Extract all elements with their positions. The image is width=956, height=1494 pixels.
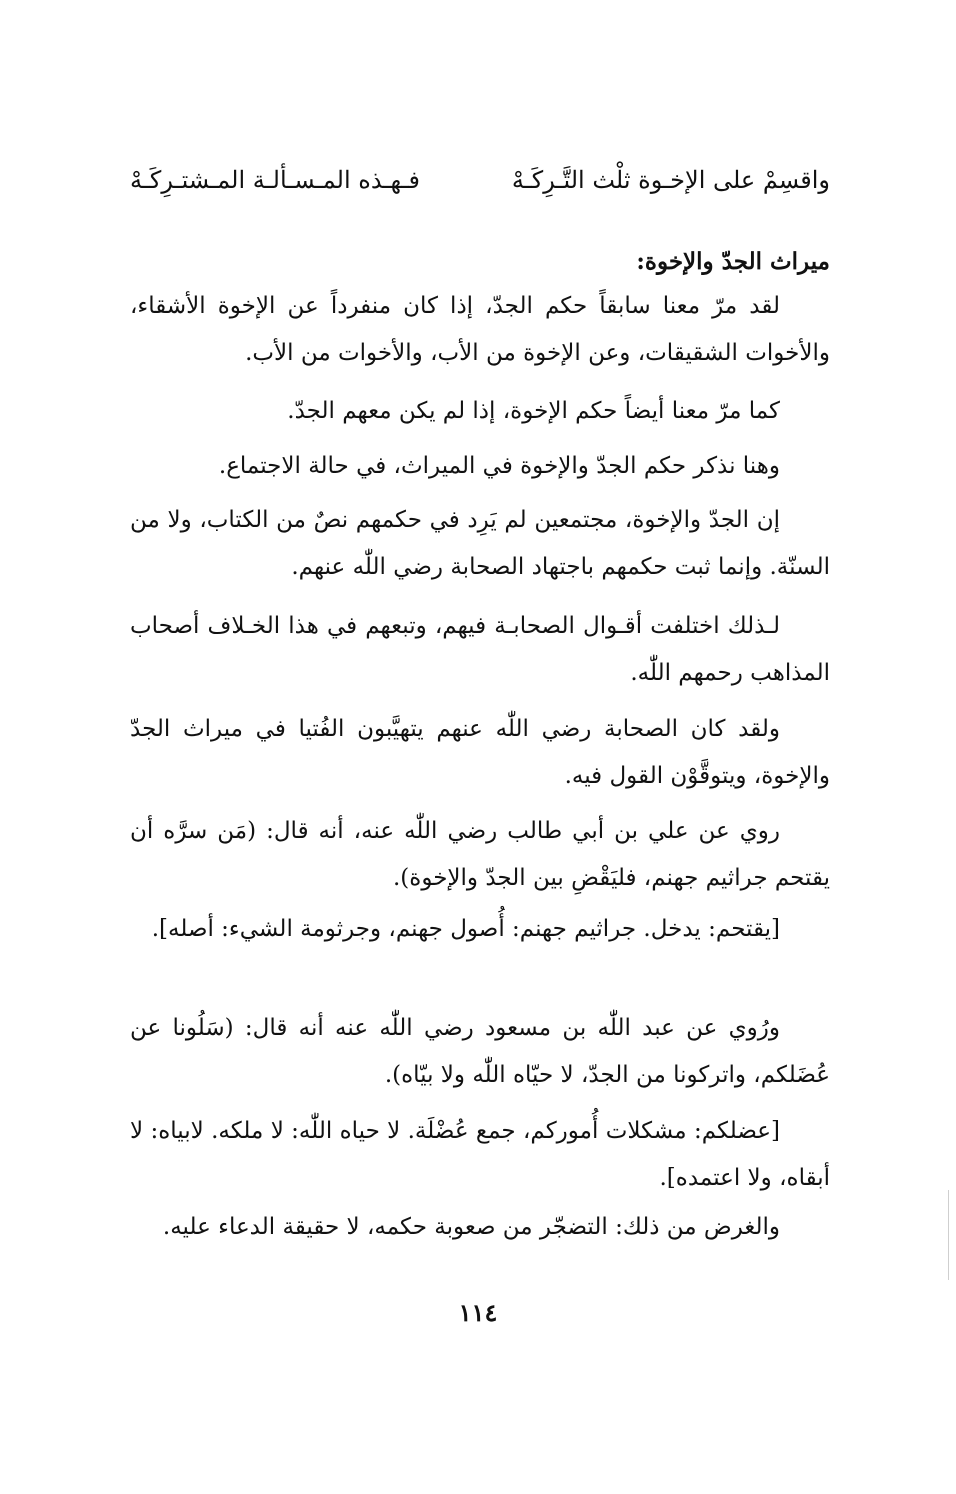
paragraph-7 — [130, 808, 830, 902]
paragraph-11 — [130, 1204, 830, 1251]
paragraph-text: لقد مرّ معنا سابقاً حكم الجدّ، إذا كان منفرداً عن الإخوة الأشقاء، والأخوات الشقيقات، وعن الإخوة من الأب، والأخوات من الأب. — [130, 293, 830, 366]
paragraph-6 — [130, 706, 830, 800]
paragraph-text: ولقد كان الصحابة رضي اللّٰه عنهم يتهيَّبون الفُتيا في ميراث الجدّ والإخوة، ويتوقَّوْن القول فيه. — [130, 716, 830, 789]
paragraph-3 — [130, 443, 830, 490]
paragraph-text: روي عن علي بن أبي طالب رضي اللّٰه عنه، أنه قال: (مَن سرَّه أن يقتحم جراثيم جهنم، فليَقْضِ بين الجدّ والإخوة). — [130, 818, 830, 891]
paragraph-2 — [130, 388, 830, 435]
verse-first-hemistich: واقسِمْ على الإخـوة ثلْث التَّـرِكَـهْ — [511, 166, 830, 194]
paragraph-9 — [130, 1005, 830, 1099]
verse-second-hemistich: فـهـذه المـسـألـة المـشتـرِكَـهْ — [130, 166, 421, 194]
paragraph-text: إن الجدّ والإخوة، مجتمعين لم يَرِد في حكمهم نصٌ من الكتاب، ولا من السنّة. وإنما ثبت حكمهم باجتهاد الصحابة رضي اللّٰه عنهم. — [130, 507, 830, 580]
paragraph-4 — [130, 497, 830, 591]
paragraph-text: والغرض من ذلك: التضجّر من صعوبة حكمه، لا حقيقة الدعاء عليه. — [162, 1214, 780, 1240]
paragraph-1 — [130, 283, 830, 377]
paragraph-text: [يقتحم: يدخل. جراثيم جهنم: أُصول جهنم، وجرثومة الشيء: أصله]. — [151, 916, 780, 942]
page-number: ١١٤ — [458, 1298, 498, 1327]
paragraph-text: ورُوي عن عبد اللّٰه بن مسعود رضي اللّٰه عنه أنه قال: (سَلُونا عن عُضَلكم، واتركونا من الجدّ، لا حيّاه اللّٰه ولا بيّاه). — [130, 1015, 830, 1088]
poem-verse — [130, 166, 830, 216]
paragraph-8-gloss — [130, 906, 830, 953]
paragraph-text: لـذلك اختلفت أقـوال الصحابـة فيهم، وتبعهم في هذا الخـلاف أصحاب المذاهب رحمهم اللّٰه. — [130, 613, 830, 686]
section-heading: ميراث الجدّ والإخوة: — [636, 248, 830, 275]
paragraph-text: وهنا نذكر حكم الجدّ والإخوة في الميراث، في حالة الاجتماع. — [218, 453, 780, 479]
scan-edge-mark — [948, 1190, 949, 1280]
paragraph-5 — [130, 603, 830, 697]
paragraph-text: كما مرّ معنا أيضاً حكم الإخوة، إذا لم يكن معهم الجدّ. — [287, 398, 780, 424]
paragraph-text: [عضلكم: مشكلات أُموركم، جمع عُضْلَة. لا حياه اللّٰه: لا ملكه. لابياه: لا أبقاه، ولا اعتمده]. — [130, 1118, 830, 1191]
paragraph-10-gloss — [130, 1108, 830, 1202]
